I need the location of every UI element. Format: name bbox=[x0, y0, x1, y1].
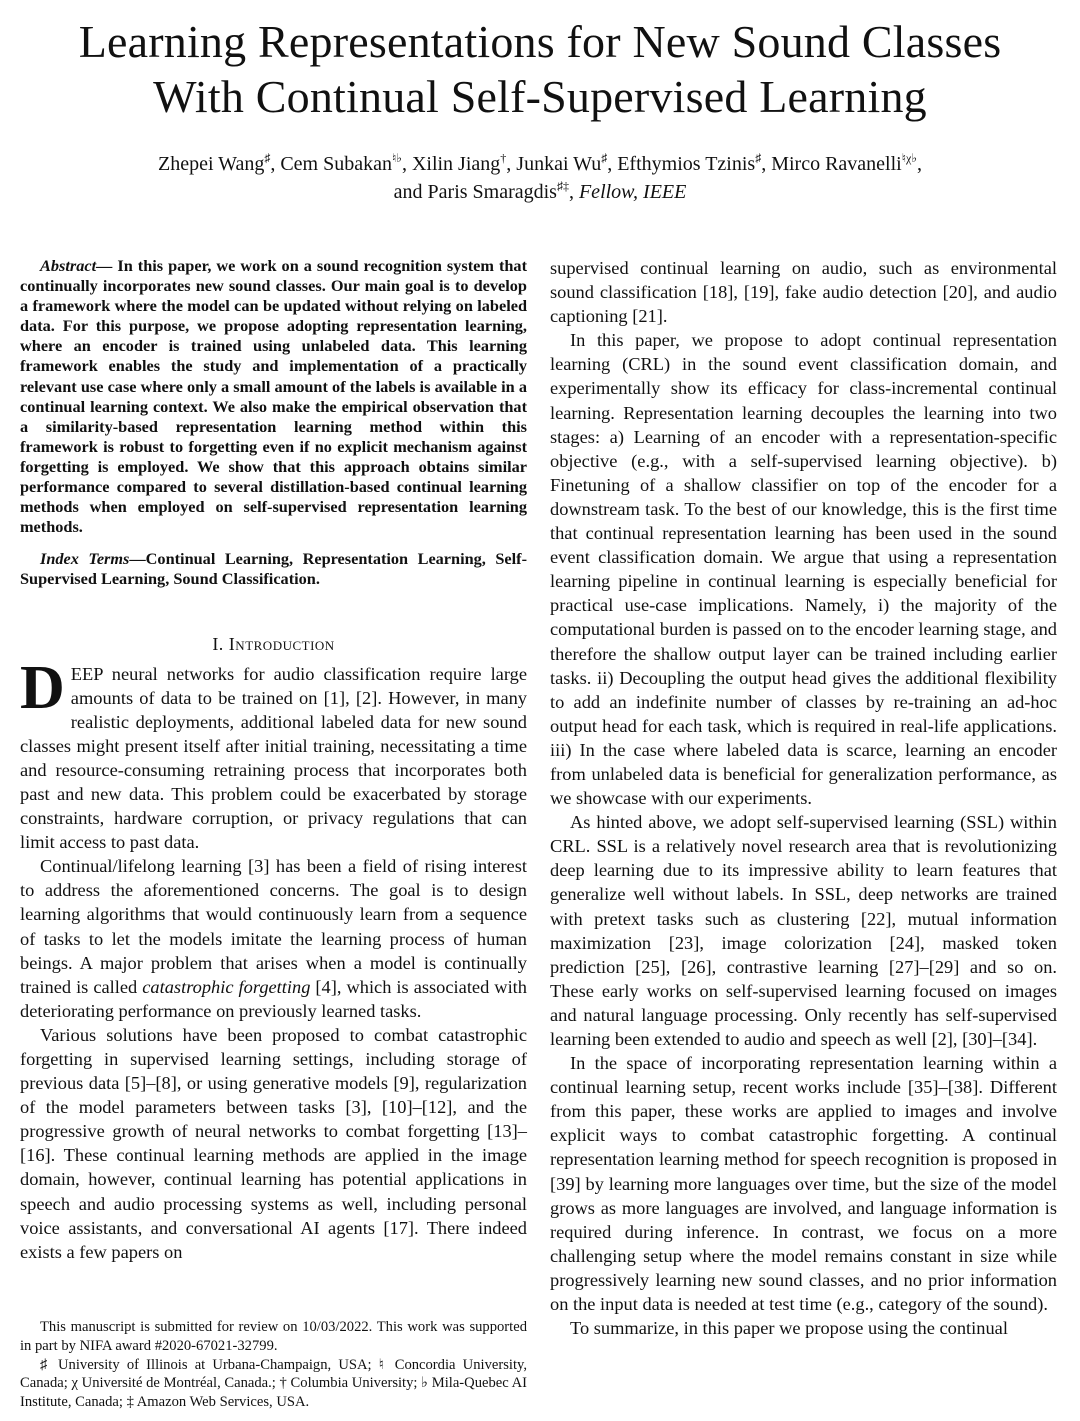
intro-paragraph-3: Various solutions have been proposed to combat catastrophic forgetting in supervised learning settings, including storage of previous data [5]–[8], or using generative models [9], regularization of the model parameters between tasks [3], [10]–[12], and the progressive growth of neural networks to combat forgetting [13]–[16]. These continual learning methods are applied in the image domain, however, continual learning has potential applications in speech and audio processing systems as well, including personal voice assistants, and conversational AI agents [17]. There indeed exists a few papers on bbox=[20, 1024, 527, 1262]
author-name: Cem Subakan bbox=[280, 153, 392, 175]
affiliation-mark: ♯ bbox=[755, 151, 762, 165]
intro-paragraph-2-text-a: Continual/lifelong learning [3] has been a field of rising interest to address the aforementioned concerns. The goal is to design learning algorithms that would continuously learn from a sequence of tasks to let the models imitate the learning process of human beings. A major problem that arises when a model is continually trained is called bbox=[20, 856, 527, 997]
intro-paragraph-2 bbox=[20, 854, 527, 1023]
right-paragraph-2: In this paper, we propose to adopt continual representation learning (CRL) in the sound event classification domain, and experimentally show its efficacy for class-incremental continual learning. Representation learning decouples the learning into two stages: a) Learning of an encoder with a representation-specific objective (e.g., with a self-supervised learning objective). b) Finetuning of a shallow classifier on top of the encoder for a downstream task. To the best of our knowledge, this is the first time that continual representation learning has been used in the sound event classification domain. We argue that using a representation learning pipeline in continual learning is especially beneficial for practical use-case implications. Namely, i) the majority of the computational burden is passed on to the encoder learning stage, and therefore the shallow output layer can be trained including earlier tasks. ii) Decoupling the output head gives the additional flexibility to add an indefinite number of classes by re-training an ad-hoc output head for each task, which is required in real-life applications. iii) In the case where labeled data is scarce, learning an encoder from unlabeled data is beneficial for generalization performance, as we showcase with our experiments. bbox=[550, 330, 1057, 809]
left-column bbox=[20, 256, 527, 1264]
abstract-text: In this paper, we work on a sound recognition system that continually incorporates new sound classes. Our main goal is to develop a framework where the model can be updated without relying on labeled data. For this purpose, we propose adopting representation learning, where an encoder is trained using unlabeled data. This learning framework enables the study and implementation of a practically relevant use case where only a small amount of the labels is available in a continual learning context. We also make the empirical observation that a similarity-based representation learning method within this framework is robust to forgetting even if no explicit mechanism against forgetting is employed. We show that this approach obtains similar performance compared to several distillation-based continual learning methods when employed on self-supervised representation learning methods. bbox=[20, 256, 527, 537]
author-conjunction: and bbox=[393, 181, 423, 203]
author-list bbox=[0, 150, 1080, 206]
author-name: Paris Smaragdis bbox=[427, 181, 557, 203]
section-heading-introduction: I. Introduction bbox=[212, 633, 335, 654]
affiliation-mark: † bbox=[500, 151, 507, 165]
abstract bbox=[20, 256, 527, 537]
affiliation-mark: ♯ bbox=[264, 151, 271, 165]
title-line-1: Learning Representations for New Sound Classes bbox=[78, 16, 1002, 67]
drop-cap: D bbox=[20, 653, 65, 722]
right-paragraph-5: To summarize, in this paper we propose using the continual bbox=[570, 1318, 1008, 1339]
index-terms bbox=[20, 549, 527, 589]
author-line-1: Zhepei Wang♯, Cem Subakan♮♭, Xilin Jiang†, Junkai Wu♯, Efthymios Tzinis♯, Mirco Ravanelli$^{♮\chi♭}$, bbox=[158, 151, 922, 175]
affiliation-mark: ♮♭ bbox=[391, 151, 402, 165]
right-paragraph-3: As hinted above, we adopt self-supervised learning (SSL) within CRL. SSL is a relatively novel research area that is revolutionizing deep learning due to its impressive ability to learn features that generalize well without labels. In SSL, deep networks are trained with pretext tasks such as clustering [22], mutual information maximization [23], image colorization [24], masked token prediction [25], [26], contrastive learning [27]–[29] and so on. These early works on self-supervised learning focused on images and natural language processing. Only recently has self-supervised learning been extended to audio and speech as well [2], [30]–[34]. bbox=[550, 812, 1057, 1049]
right-paragraph-1: supervised continual learning on audio, such as environmental sound classification [18], [19], fake audio detection [20], and audio captioning [21]. bbox=[550, 258, 1057, 327]
author-suffix: Fellow, IEEE bbox=[578, 181, 687, 203]
author-name: Mirco Ravanelli bbox=[771, 153, 902, 175]
affiliation-mark: ♯ bbox=[601, 151, 608, 165]
author-name: Junkai Wu bbox=[516, 153, 602, 175]
intro-paragraph-2-text-b: [4], which is associated with deteriorating performance on previously learned tasks. bbox=[20, 976, 527, 1021]
term-catastrophic-forgetting: catastrophic forgetting bbox=[142, 976, 311, 997]
title-line-2: With Continual Self-Supervised Learning bbox=[153, 71, 927, 122]
right-column bbox=[550, 256, 1057, 1340]
footnote-affiliations: ♯ University of Illinois at Urbana-Champaign, USA; ♮ Concordia University, Canada; χ Université de Montréal, Canada.; † Columbia University; ♭ Mila-Quebec AI Institute, Canada; ‡ Amazon Web Services, USA. bbox=[20, 1356, 527, 1411]
intro-paragraph-1-text: EEP neural networks for audio classification require large amounts of data to be trained on [1], [2]. However, in many realistic deployments, additional labeled data for new sound classes might present itself after initial training, necessitating a time and resource-consuming retraining process that incorporates both past and new data. This problem could be exacerbated by storage constraints, hardware corruption, or privacy regulations that can limit access to past data. bbox=[20, 663, 527, 853]
affiliation-mark: ♮χ♭ bbox=[901, 151, 917, 165]
author-line-2: and Paris Smaragdis♯‡, Fellow, IEEE bbox=[393, 179, 687, 203]
intro-paragraph-1 bbox=[20, 653, 527, 855]
index-terms-label: Index Terms bbox=[40, 549, 130, 569]
author-name: Zhepei Wang bbox=[158, 153, 265, 175]
author-name: Xilin Jiang bbox=[411, 153, 501, 175]
index-terms-text: —Continual Learning, Representation Learning, Self-Supervised Learning, Sound Classification. bbox=[20, 549, 527, 589]
footnote bbox=[20, 1318, 527, 1412]
paper-title bbox=[0, 14, 1080, 124]
author-name: Efthymios Tzinis bbox=[617, 153, 756, 175]
footnote-submission: This manuscript is submitted for review on 10/03/2022. This work was supported in part by NIFA award #2020-67021-32799. bbox=[20, 1319, 527, 1354]
affiliation-mark: ♯‡ bbox=[556, 179, 569, 193]
right-paragraph-4: In the space of incorporating representation learning within a continual learning setup, recent works include [35]–[38]. Different from this paper, these works are applied to images and involve explicit ways to combat catastrophic forgetting. A continual representation learning method for speech recognition is proposed in [39] by learning more languages over time, but the size of the model grows as more languages are involved, and language information is required during inference. In contrast, we focus on a more challenging setup where the model remains constant in size while progressively learning new sound classes, and no prior information on the input data is needed at test time (e.g., category of the sound). bbox=[550, 1053, 1057, 1315]
abstract-label: Abstract— bbox=[40, 256, 113, 275]
